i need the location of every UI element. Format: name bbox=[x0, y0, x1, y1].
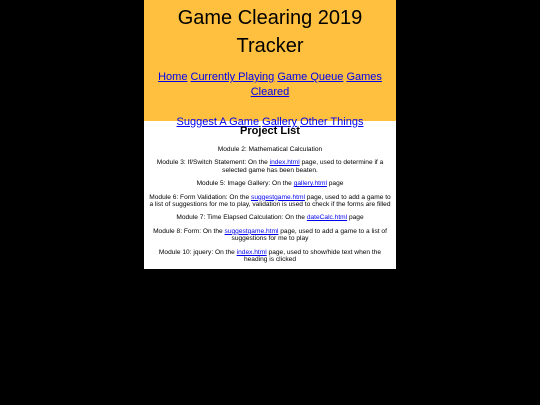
module-page-link[interactable]: suggestgame.html bbox=[251, 193, 305, 201]
module-text: page, used to add a game to a list of suggestions for me to play bbox=[231, 227, 387, 243]
module-item bbox=[147, 146, 393, 153]
nav-row-primary bbox=[144, 70, 396, 100]
module-page-link[interactable]: gallery.html bbox=[293, 180, 327, 188]
module-page-link[interactable]: suggestgame.html bbox=[224, 227, 279, 235]
nav-link-suggest-a-game[interactable]: Suggest A Game bbox=[176, 116, 260, 128]
module-text: Module 6: Form Validation: On the bbox=[149, 193, 252, 201]
site-title: Game Clearing 2019 Tracker bbox=[177, 7, 363, 57]
module-text: page, used to show/hide text when the heading is clicked bbox=[243, 248, 382, 264]
module-text: Module 3: If/Switch Statement: On the bbox=[156, 159, 270, 167]
module-text: Module 10: jquery: On the bbox=[158, 248, 237, 256]
module-item bbox=[147, 159, 393, 174]
page-container bbox=[144, 0, 396, 269]
module-page-link[interactable]: index.html bbox=[236, 248, 267, 256]
project-list-section bbox=[144, 121, 396, 269]
nav-link-game-queue[interactable]: Game Queue bbox=[277, 71, 344, 83]
module-text: page bbox=[347, 214, 364, 222]
module-item bbox=[147, 249, 393, 264]
module-text: page bbox=[326, 180, 344, 188]
module-text: page, used to determine if a selected game has been beaten. bbox=[222, 159, 384, 174]
site-header bbox=[144, 0, 396, 128]
nav-link-currently-playing[interactable]: Currently Playing bbox=[190, 71, 275, 83]
project-list-title: Project List bbox=[240, 125, 300, 137]
module-page-link[interactable]: index.html bbox=[269, 159, 300, 167]
module-text: Module 5: Image Gallery: On the bbox=[196, 180, 294, 188]
nav-link-gallery[interactable]: Gallery bbox=[262, 116, 297, 128]
module-text: Module 2: Mathematical Calculation bbox=[217, 146, 323, 153]
module-item bbox=[147, 180, 393, 187]
nav-link-other-things[interactable]: Other Things bbox=[300, 116, 364, 128]
module-item bbox=[147, 194, 393, 209]
module-text: Module 7: Time Elapsed Calculation: On the bbox=[176, 214, 307, 222]
module-item bbox=[147, 228, 393, 243]
module-text: Module 8: Form: On the bbox=[153, 227, 225, 235]
module-text: page, used to add a game to a list of suggestions for me to play, validation is used to check if the forms are filled bbox=[149, 193, 391, 209]
module-page-link[interactable]: dateCalc.html bbox=[306, 214, 348, 222]
nav-link-home[interactable]: Home bbox=[158, 71, 188, 83]
module-item bbox=[147, 214, 393, 221]
nav-link-games-cleared[interactable]: Games Cleared bbox=[250, 71, 382, 98]
